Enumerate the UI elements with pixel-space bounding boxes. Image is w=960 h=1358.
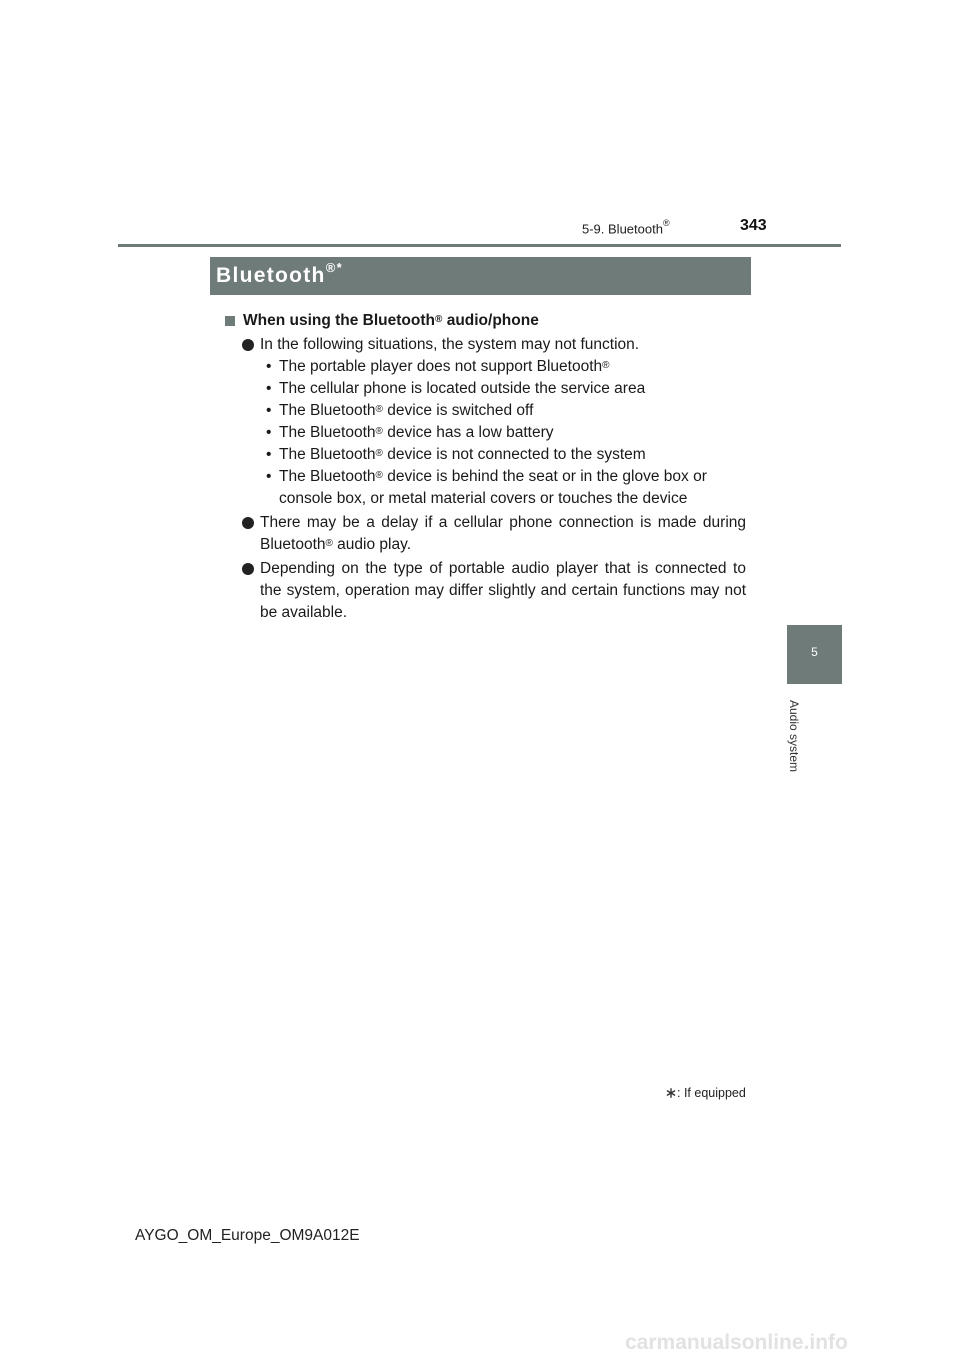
sub-bullet-text: The Bluetooth — [279, 446, 376, 463]
page-title-text: Bluetooth — [216, 264, 326, 287]
circle-bullet-icon — [242, 339, 254, 351]
bullet-dot-icon: • — [266, 380, 272, 397]
chapter-label-text: Audio system — [787, 699, 801, 773]
subheading-text-end: audio/phone — [442, 312, 539, 329]
registered-mark: ® — [375, 470, 383, 481]
sub-bullet-text: The portable player does not support Bluetooth — [279, 358, 603, 375]
list-item-text: In the following situations, the system may not function. — [260, 336, 640, 353]
registered-mark: ® — [435, 314, 443, 325]
chapter-number: 5 — [811, 645, 818, 659]
page-title — [216, 262, 343, 288]
watermark: carmanualsonline.info — [625, 1331, 848, 1354]
footnote — [666, 1086, 746, 1100]
bullet-dot-icon: • — [266, 446, 272, 463]
sub-bullet-list — [260, 356, 746, 510]
footnote-text: : If equipped — [677, 1086, 746, 1100]
sub-bullet-item — [260, 400, 746, 422]
sub-bullet-item — [260, 444, 746, 466]
registered-mark: ® — [325, 538, 333, 549]
title-marks — [326, 260, 343, 275]
equipment-asterisk: * — [336, 260, 343, 275]
circle-bullet-icon — [242, 563, 254, 575]
list-item-text-end: audio play. — [332, 536, 412, 553]
sub-bullet-text: The Bluetooth — [279, 402, 376, 419]
subheading — [223, 310, 746, 332]
bullet-dot-icon: • — [266, 424, 272, 441]
sub-bullet-item — [260, 356, 746, 378]
sub-bullet-text: The cellular phone is located outside the service area — [279, 380, 646, 397]
sub-bullet-text-end: device is switched off — [382, 402, 534, 419]
sub-bullet-text: The Bluetooth — [279, 468, 376, 485]
sub-bullet-text-end: device is not connected to the system — [382, 446, 646, 463]
page-number: 343 — [740, 217, 767, 234]
registered-mark: ® — [375, 404, 383, 415]
chapter-tab — [787, 625, 842, 684]
list-item — [223, 334, 746, 510]
header-divider — [118, 244, 841, 247]
list-item-text: Depending on the type of portable audio player that is connected to the system, operation may differ slightly and certain functions may not be available. — [260, 560, 746, 621]
document-id: AYGO_OM_Europe_OM9A012E — [135, 1227, 360, 1244]
bullet-dot-icon: • — [266, 402, 272, 419]
page-title-bar — [210, 257, 751, 295]
subheading-text: When using the Bluetooth — [243, 312, 436, 329]
sub-bullet-text: The Bluetooth — [279, 424, 376, 441]
bullet-dot-icon: • — [266, 468, 272, 485]
registered-mark: ® — [375, 426, 383, 437]
sub-bullet-item — [260, 466, 746, 510]
sub-bullet-text-end: device is behind the seat or in the glove box or console box, or metal material covers or touches the device — [279, 468, 707, 507]
sub-bullet-item — [260, 378, 746, 400]
list-item-text — [260, 512, 746, 556]
square-bullet-icon — [225, 316, 235, 326]
registered-mark: ® — [375, 448, 383, 459]
list-item — [223, 558, 746, 624]
sub-bullet-text-end: device has a low battery — [382, 424, 554, 441]
circle-bullet-icon — [242, 517, 254, 529]
body-content — [223, 310, 746, 624]
bullet-dot-icon: • — [266, 358, 272, 375]
section-title-text: 5-9. Bluetooth — [582, 221, 663, 237]
chapter-label — [787, 690, 801, 782]
list-item-text-start: There may be a delay if a cellular phone connection is made during Bluetooth — [260, 514, 746, 553]
registered-mark: ® — [662, 218, 670, 228]
sub-bullet-item — [260, 422, 746, 444]
list-item — [223, 512, 746, 556]
section-title — [582, 220, 670, 236]
asterisk-icon — [666, 1088, 676, 1098]
registered-mark: ® — [602, 360, 610, 371]
registered-mark: ® — [325, 260, 337, 275]
